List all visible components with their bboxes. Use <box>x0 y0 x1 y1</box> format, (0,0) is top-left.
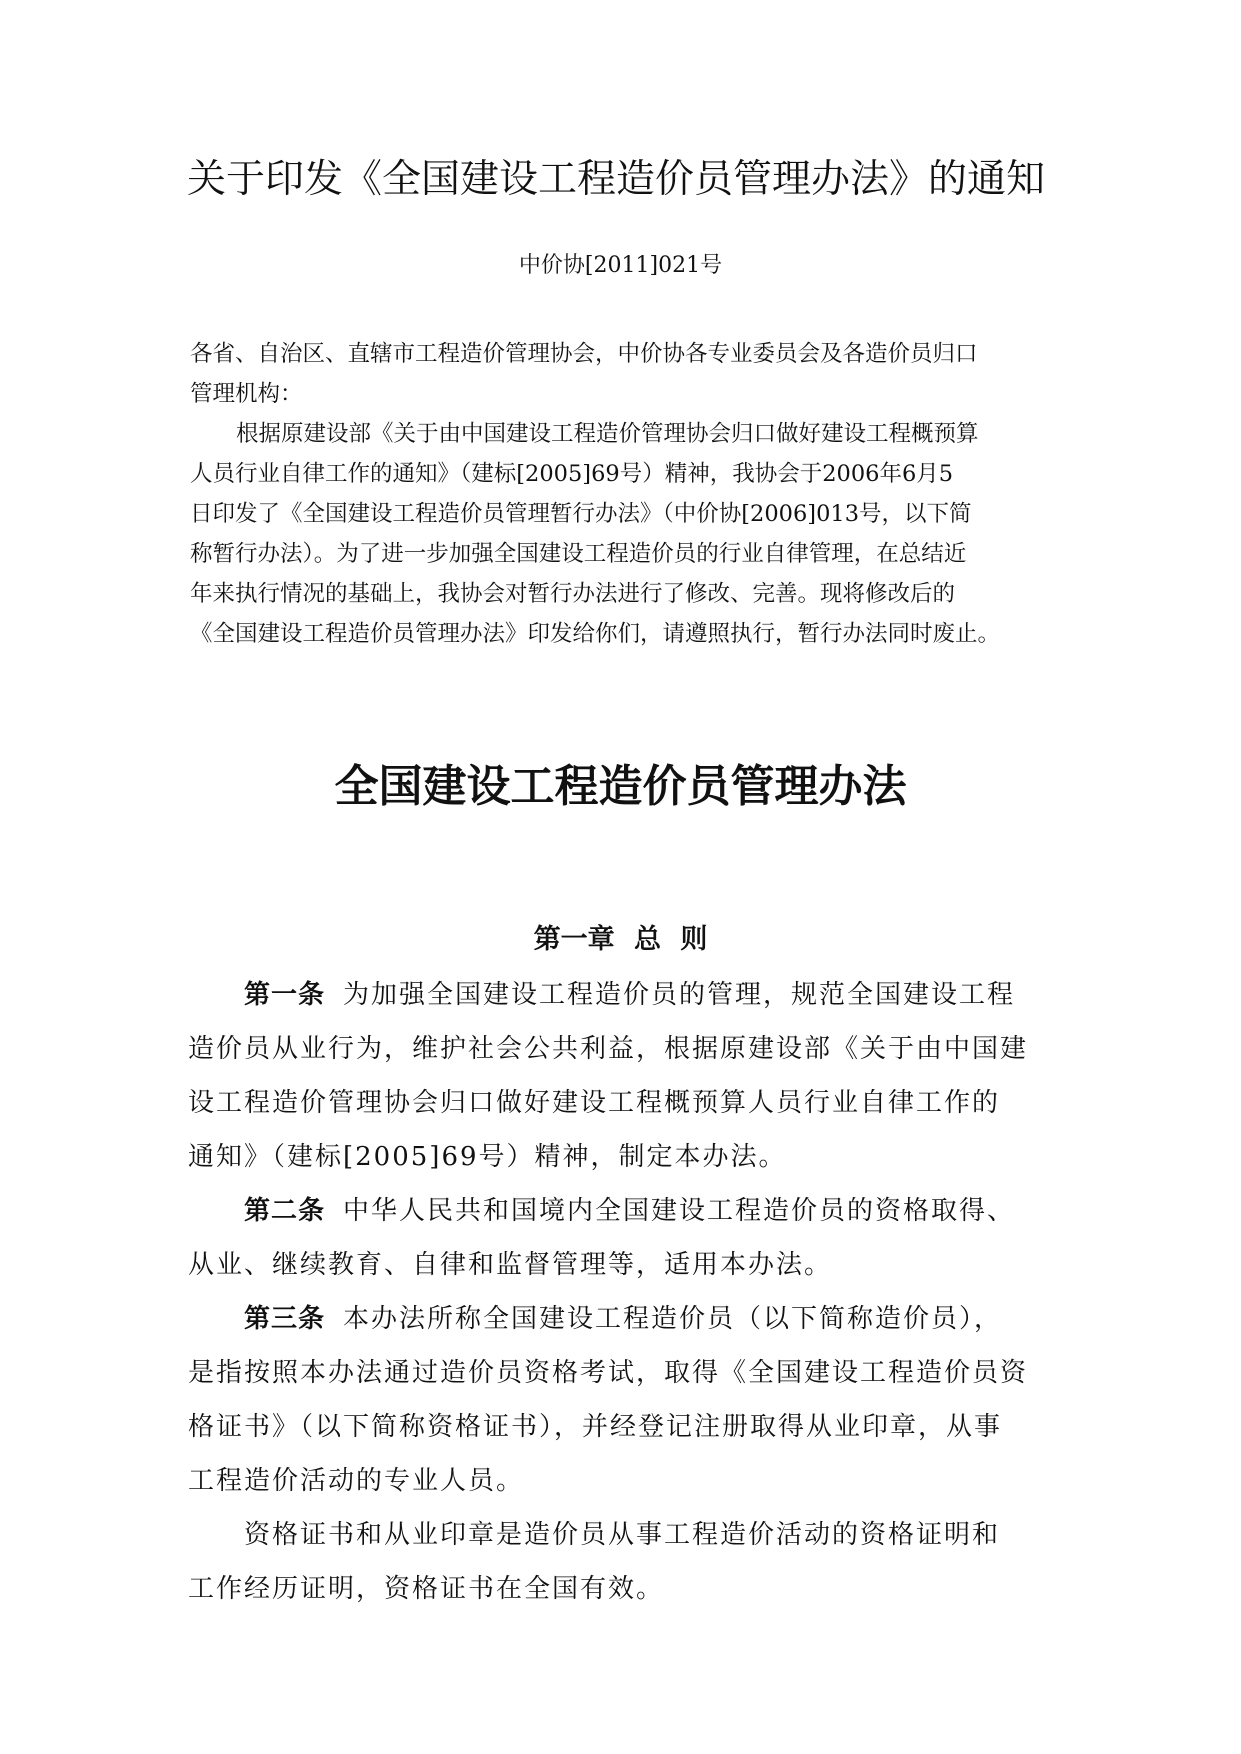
paragraph-line: 工作经历证明，资格证书在全国有效。 <box>188 1574 665 1604</box>
article-2-line: 从业、继续教育、自律和监督管理等，适用本办法。 <box>188 1250 833 1280</box>
notice-line: 年来执行情况的基础上，我协会对暂行办法进行了修改、完善。现将修改后的 <box>190 581 956 607</box>
notice-line: 根据原建设部《关于由中国建设工程造价管理协会归口做好建设工程概预算 <box>236 421 979 447</box>
articles-section <box>188 968 1068 1616</box>
article-1-text: 为加强全国建设工程造价员的管理，规范全国建设工程 <box>343 980 1016 1010</box>
notice-body <box>190 334 1060 654</box>
notice-line: 人员行业自律工作的通知》（建标[2005]69号）精神，我协会于2006年6月5 <box>190 461 954 487</box>
article-1-line: 通知》（建标[2005]69号）精神，制定本办法。 <box>188 1142 787 1172</box>
article-2-first-line <box>188 1184 1068 1238</box>
notice-line: 管理机构： <box>190 381 303 407</box>
article-2-text: 中华人民共和国境内全国建设工程造价员的资格取得、 <box>343 1196 1016 1226</box>
article-2-label: 第二条 <box>244 1196 326 1226</box>
notice-line: 称暂行办法）。为了进一步加强全国建设工程造价员的行业自律管理，在总结近 <box>190 541 967 567</box>
article-3-label: 第三条 <box>244 1304 326 1334</box>
article-1-first-line <box>188 968 1068 1022</box>
document-number: 中价协[2011]021号 <box>518 253 723 278</box>
notice-line: 《全国建设工程造价员管理办法》印发给你们，请遵照执行，暂行办法同时废止。 <box>190 621 1001 647</box>
notice-line: 各省、自治区、直辖市工程造价管理协会，中价协各专业委员会及各造价员归口 <box>190 341 978 367</box>
article-3-line: 格证书》（以下简称资格证书），并经登记注册取得从业印章，从事 <box>188 1412 1003 1442</box>
article-1-label: 第一条 <box>244 980 326 1010</box>
article-3-text: 本办法所称全国建设工程造价员（以下简称造价员）， <box>343 1304 1003 1334</box>
notice-line: 日印发了《全国建设工程造价员管理暂行办法》（中价协[2006]013号，以下简 <box>190 501 972 527</box>
law-title: 全国建设工程造价员管理办法 <box>334 761 907 812</box>
article-3-first-line <box>188 1292 1068 1346</box>
article-1-line: 造价员从业行为，维护社会公共利益，根据原建设部《关于由中国建 <box>188 1034 1029 1064</box>
chapter-title: 第一章 总 则 <box>533 924 708 955</box>
notice-title: 关于印发《全国建设工程造价员管理办法》的通知 <box>187 157 1046 202</box>
article-3-line: 是指按照本办法通过造价员资格考试，取得《全国建设工程造价员资 <box>188 1358 1029 1388</box>
article-3-line: 工程造价活动的专业人员。 <box>188 1466 525 1496</box>
article-1-line: 设工程造价管理协会归口做好建设工程概预算人员行业自律工作的 <box>188 1088 1001 1118</box>
paragraph-line: 资格证书和从业印章是造价员从事工程造价活动的资格证明和 <box>244 1520 1001 1550</box>
